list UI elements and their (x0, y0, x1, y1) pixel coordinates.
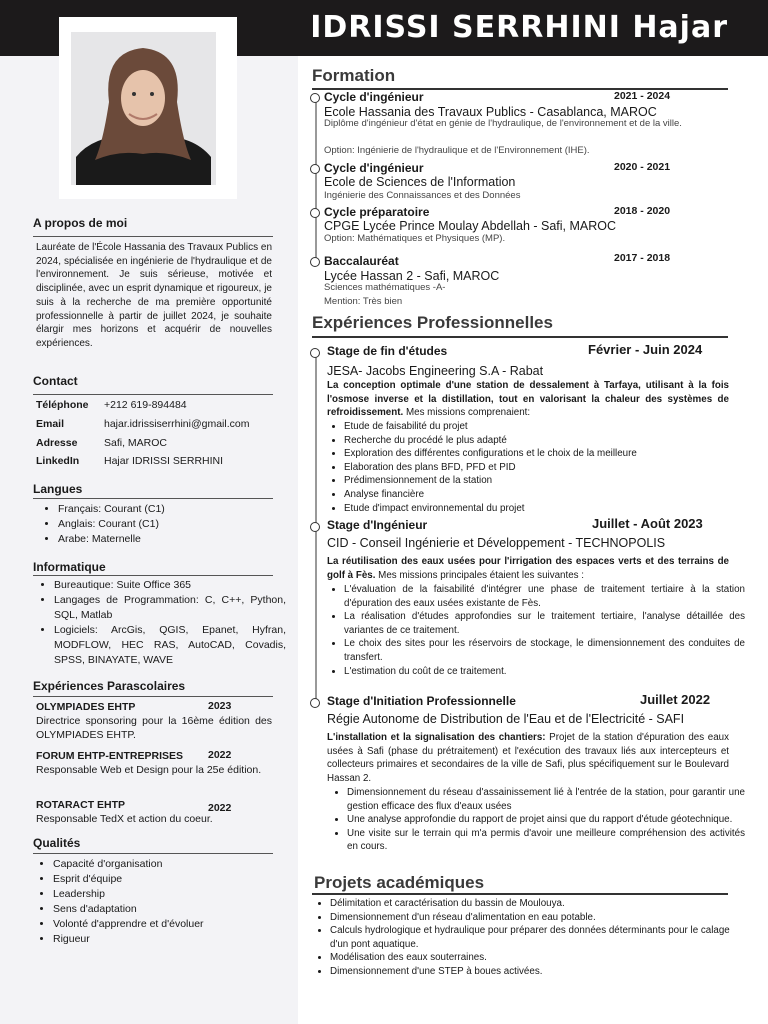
parascolaire-desc: Responsable TedX et action du coeur. (36, 813, 213, 825)
about-divider (33, 236, 273, 237)
candidate-name: IDRISSI SERRHINI Hajar (310, 10, 728, 45)
job-mission: • La réalisation d'études approfondies sur le traitement tertiaire, l'analyse détaillée des variantes de ce traitement. (344, 610, 745, 637)
formation-degree: Cycle d'ingénieur (324, 161, 424, 175)
job-mission: • Prédimensionnement de la station (344, 474, 730, 488)
profile-photo (71, 32, 216, 185)
parascolaire-desc: Responsable Web et Design pour la 25e édition. (36, 764, 262, 776)
parascolaire-org: OLYMPIADES EHTP (36, 701, 136, 713)
projets-list (314, 897, 745, 979)
profile-portrait-image (71, 32, 216, 185)
job-mission: • Une analyse approfondie du rapport de projet ainsi que du rapport d'étude géotechnique. (347, 813, 745, 827)
languages-list (42, 502, 165, 547)
parascolaires-heading: Expériences Parascolaires (33, 679, 186, 693)
it-item: • Langages de Programmation: C, C++, Python, SQL, Matlab (54, 593, 286, 623)
parascolaire-desc: Directrice sponsoring pour la 16ème édition des OLYMPIADES EHTP. (36, 715, 272, 741)
formation-detail: Option: Ingénierie de l'hydraulique et de l'Environnement (IHE). (324, 145, 590, 156)
formation-degree: Cycle préparatoire (324, 205, 430, 219)
qualite-item: • Leadership (53, 887, 204, 902)
contact-label: Adresse (36, 437, 78, 449)
experiences-divider (312, 336, 728, 338)
contact-phone (36, 399, 187, 411)
job-role: Stage de fin d'études (327, 344, 448, 358)
contact-heading: Contact (33, 374, 78, 388)
job-mission: • Etude de faisabilité du projet (344, 420, 730, 434)
qualite-item: • Volonté d'apprendre et d'évoluer (53, 917, 204, 932)
job-missions (331, 786, 745, 854)
job-mission: • Dimensionnement du réseau d'assainissement lié à l'entrée de la station, pour garantir une gestion efficace des flux d'eaux usées (347, 786, 745, 813)
job-role: Stage d'Ingénieur (327, 518, 428, 532)
job-description: La conception optimale d'une station de dessalement à Tarfaya, utilisant à la fois l'osmose inverse et la distillation, tout en valorisant la chaleur des systèmes de refroidissement. Mes missions comprenaient: (327, 380, 729, 418)
it-item: • Bureautique: Suite Office 365 (54, 578, 286, 593)
timeline-dot (310, 257, 320, 267)
contact-email (36, 418, 249, 430)
job-description: L'installation et la signalisation des chantiers: Projet de la station d'épuration des eaux usées à Safi (phase du prétraitement) et l'exécution des travaux liés aux intercepteurs et collecteurs primaires et secondaires de la ville de Safi, plus spécifiquement sur le Boulevard Hassan 2. (327, 732, 729, 784)
formation-timeline (315, 96, 317, 266)
languages-heading: Langues (33, 482, 83, 496)
timeline-dot (310, 208, 320, 218)
timeline-dot (310, 348, 320, 358)
qualites-divider (33, 853, 273, 854)
qualite-item: • Sens d'adaptation (53, 902, 204, 917)
contact-label: Email (36, 418, 65, 430)
formation-school: CPGE Lycée Prince Moulay Abdellah - Safi, MAROC (324, 219, 617, 233)
qualites-list (37, 857, 204, 947)
contact-value[interactable]: +212 619-894484 (104, 399, 187, 411)
formation-years: 2020 - 2021 (614, 161, 671, 173)
job-date: Juillet 2022 (640, 692, 711, 707)
about-heading: A propos de moi (33, 216, 128, 230)
projet-item: • Modélisation des eaux souterraines. (330, 951, 745, 965)
job-mission: • L'évaluation de la faisabilité d'intégrer une phase de traitement tertiaire à la station d'épuration des eaux usées existante de Fès. (344, 583, 745, 610)
formation-school: Ecole Hassania des Travaux Publics - Casablanca, MAROC (324, 105, 657, 119)
contact-value[interactable]: Hajar IDRISSI SERRHINI (104, 455, 224, 467)
profile-photo-frame (59, 17, 237, 199)
parascolaire-org: FORUM EHTP-ENTREPRISES (36, 750, 184, 762)
formation-detail: Sciences mathématiques -A- (324, 282, 446, 293)
qualites-heading: Qualités (33, 836, 81, 850)
timeline-dot (310, 93, 320, 103)
languages-divider (33, 498, 273, 499)
job-company: Régie Autonome de Distribution de l'Eau et de l'Electricité - SAFI (327, 712, 685, 726)
formation-school: Lycée Hassan 2 - Safi, MAROC (324, 269, 500, 283)
parascolaire-item (36, 749, 272, 777)
it-item: • Logiciels: ArcGis, QGIS, Epanet, Hyfran, MODFLOW, HEC RAS, AutoCAD, Covadis, SPSS, BINAYATE, WAVE (54, 623, 286, 668)
job-date: Février - Juin 2024 (588, 342, 703, 357)
timeline-dot (310, 522, 320, 532)
contact-label: Téléphone (36, 399, 89, 411)
contact-divider (33, 394, 273, 395)
formation-years: 2021 - 2024 (614, 90, 671, 102)
projet-item: • Dimensionnement d'une STEP à boues activées. (330, 965, 745, 979)
it-divider (33, 575, 273, 576)
formation-degree: Baccalauréat (324, 254, 399, 268)
projets-heading: Projets académiques (314, 873, 485, 892)
formation-heading: Formation (312, 66, 396, 85)
qualite-item: • Rigueur (53, 932, 204, 947)
contact-value[interactable]: hajar.idrissiserrhini@gmail.com (104, 418, 250, 430)
job-mission: • L'estimation du coût de ce traitement. (344, 665, 745, 679)
parascolaire-item (36, 700, 272, 742)
formation-school: Ecole de Sciences de l'Information (324, 175, 516, 189)
contact-value: Safi, MAROC (104, 437, 168, 449)
timeline-dot (310, 164, 320, 174)
formation-years: 2018 - 2020 (614, 205, 671, 217)
it-list (38, 578, 286, 668)
formation-detail: Option: Mathématiques et Physiques (MP). (324, 233, 506, 244)
formation-detail: Mention: Très bien (324, 296, 403, 307)
job-mission: • Exploration des différentes configurations et le choix de la meilleure (344, 447, 730, 461)
about-text: Lauréate de l'École Hassania des Travaux Publics en 2024, spécialisée en ingénierie de l'hydraulique et de l'environnement. Je suis sérieuse, motivée et disciplinée, avec un esprit dynamique et rigoureux, je suis à la recherche de ma première opportunité professionnelle à partir de juillet 2024, je souhaite élargir mes horizons et acquérir de nouvelles expériences. (36, 242, 272, 349)
job-mission: • Elaboration des plans BFD, PFD et PID (344, 461, 730, 475)
job-mission: • Recherche du procédé le plus adapté (344, 434, 730, 448)
job-date: Juillet - Août 2023 (592, 516, 703, 531)
projet-item: • Calculs hydrologique et hydraulique pour préparer des données déterminants pour le calage d'un pont aquatique. (330, 924, 745, 951)
projet-item: • Délimitation et caractérisation du bassin de Moulouya. (330, 897, 745, 911)
parascolaire-year: 2023 (208, 700, 232, 712)
parascolaires-divider (33, 696, 273, 697)
projets-divider (312, 893, 728, 895)
language-item: • Arabe: Maternelle (58, 532, 165, 547)
timeline-dot (310, 698, 320, 708)
language-item: • Anglais: Courant (C1) (58, 517, 165, 532)
qualite-item: • Capacité d'organisation (53, 857, 204, 872)
qualite-item: • Esprit d'équipe (53, 872, 204, 887)
parascolaire-year: 2022 (208, 802, 232, 814)
parascolaire-item (36, 798, 272, 826)
formation-years: 2017 - 2018 (614, 252, 671, 264)
job-company: JESA- Jacobs Engineering S.A - Rabat (327, 364, 544, 378)
job-missions (328, 583, 745, 678)
contact-linkedin (36, 455, 223, 467)
job-mission: • Etude d'impact environnemental du projet (344, 502, 730, 516)
job-company: CID - Conseil Ingénierie et Développement - TECHNOPOLIS (327, 536, 666, 550)
formation-degree: Cycle d'ingénieur (324, 90, 424, 104)
language-item: • Français: Courant (C1) (58, 502, 165, 517)
job-description: La réutilisation des eaux usées pour l'irrigation des espaces verts et des terrains de golf à Fès. Mes missions principales étaient les suivantes : (327, 556, 729, 581)
projet-item: • Dimensionnement d'un réseau d'alimentation en eau potable. (330, 911, 745, 925)
formation-detail: Diplôme d'ingénieur d'état en génie de l'hydraulique, de l'environnement et de la ville. (324, 118, 682, 129)
job-role: Stage d'Initiation Professionnelle (327, 694, 516, 708)
job-missions (328, 420, 730, 515)
it-heading: Informatique (33, 560, 106, 574)
job-mission: • Le choix des sites pour les réservoirs de stockage, le dimensionnement des conduites de transfert. (344, 637, 745, 664)
job-mission: • Analyse financière (344, 488, 730, 502)
parascolaire-org: ROTARACT EHTP (36, 799, 126, 811)
contact-address (36, 437, 167, 449)
job-mission: • Une visite sur le terrain qui m'a permis d'avoir une meilleure compréhension des activités en cours. (347, 827, 745, 854)
experiences-heading: Expériences Professionnelles (312, 313, 553, 332)
contact-label: LinkedIn (36, 455, 80, 467)
formation-detail: Ingénierie des Connaissances et des Données (324, 190, 521, 201)
parascolaire-year: 2022 (208, 749, 232, 761)
